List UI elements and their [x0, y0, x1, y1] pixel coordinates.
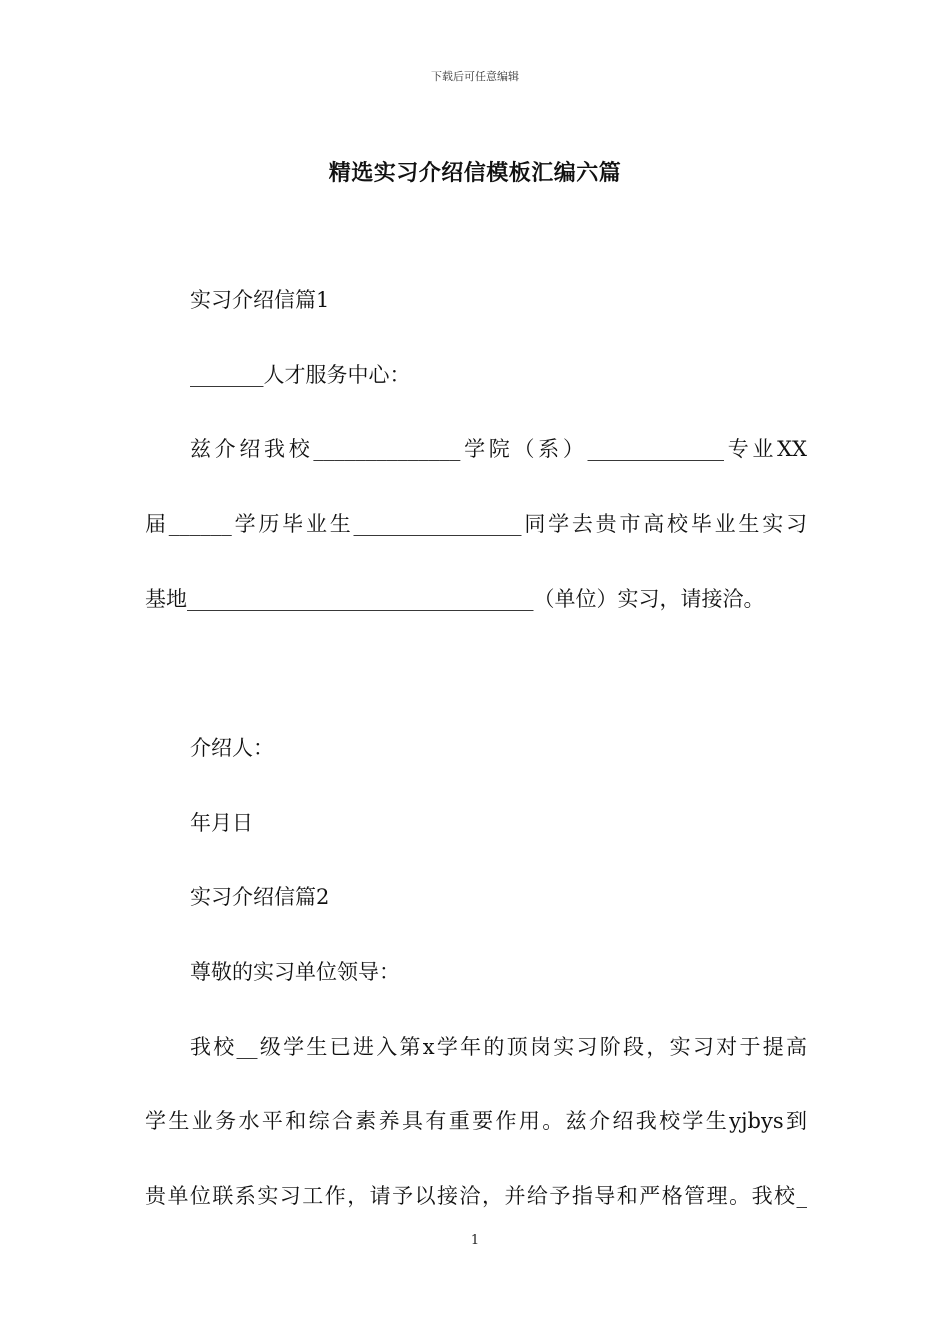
header-note: 下载后可任意编辑 [431, 70, 519, 83]
document-title: 精选实习介绍信模板汇编六篇 [328, 160, 622, 186]
introducer-label: 介绍人： [190, 736, 274, 760]
body-line: 届______学历毕业生________________同学去贵市高校毕业生实习 [145, 512, 807, 536]
body-line: 贵单位联系实习工作，请予以接洽，并给予指导和严格管理。我校_ [145, 1184, 807, 1208]
date-label: 年月日 [190, 811, 253, 835]
salutation-1: _______人才服务中心： [190, 363, 411, 387]
body-line: 兹介绍我校______________学院（系）_____________专业XX [190, 437, 807, 461]
body-line: 学生业务水平和综合素养具有重要作用。兹介绍我校学生yjbys到 [145, 1109, 807, 1133]
body-line: 我校__级学生已进入第x学年的顶岗实习阶段，实习对于提高 [190, 1035, 807, 1059]
section-heading-1: 实习介绍信篇1 [190, 288, 330, 312]
page-number: 1 [470, 1233, 480, 1248]
body-line: 基地_________________________________（单位）实习，请接洽。 [145, 587, 765, 611]
salutation-2: 尊敬的实习单位领导： [190, 960, 400, 984]
section-heading-2: 实习介绍信篇2 [190, 885, 330, 909]
